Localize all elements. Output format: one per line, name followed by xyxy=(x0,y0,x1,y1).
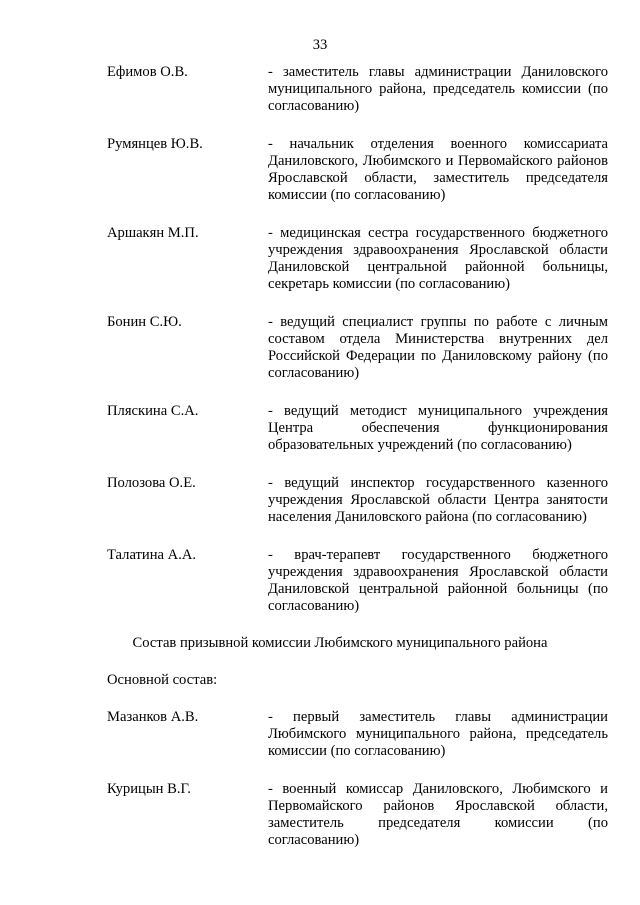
member-description: - медицинская сестра государственного бюджетного учреждения здравоохранения Ярославской области Даниловской центральной районной больницы, секретарь комиссии (по согласованию) xyxy=(268,225,608,292)
member-entry xyxy=(0,709,640,760)
member-description: - первый заместитель главы администрации Любимского муниципального района, председатель комиссии (по согласованию) xyxy=(268,709,608,759)
member-entry xyxy=(0,314,640,382)
member-name: Румянцев Ю.В. xyxy=(107,136,203,152)
member-entry xyxy=(0,64,640,115)
member-entry xyxy=(0,781,640,849)
section-subheading: Основной состав: xyxy=(107,672,218,688)
member-name: Пляскина С.А. xyxy=(107,403,199,419)
section-heading: Состав призывной комиссии Любимского муниципального района xyxy=(132,635,548,651)
member-entry xyxy=(0,136,640,204)
member-entry xyxy=(0,403,640,454)
member-description: - военный комиссар Даниловского, Любимского и Первомайского районов Ярославской области, заместитель председателя комиссии (по согласованию) xyxy=(268,781,608,848)
member-description: - заместитель главы администрации Даниловского муниципального района, председатель комиссии (по согласованию) xyxy=(268,64,608,114)
member-entry xyxy=(0,475,640,526)
member-entry xyxy=(0,225,640,293)
commission-members-list xyxy=(0,64,640,849)
member-description: - ведущий специалист группы по работе с личным составом отдела Министерства внутренних дел Российской Федерации по Даниловскому району (по согласованию) xyxy=(268,314,608,381)
member-description: - врач-терапевт государственного бюджетного учреждения здравоохранения Ярославской области Даниловской центральной районной больницы (по согласованию) xyxy=(268,547,608,614)
member-name: Ефимов О.В. xyxy=(107,64,188,80)
page-number: 33 xyxy=(312,37,328,53)
member-name: Аршакян М.П. xyxy=(107,225,199,241)
member-name: Мазанков А.В. xyxy=(107,709,199,725)
member-name: Курицын В.Г. xyxy=(107,781,191,797)
member-description: - ведущий инспектор государственного казенного учреждения Ярославской области Центра занятости населения Даниловского района (по согласованию) xyxy=(268,475,608,525)
member-entry xyxy=(0,547,640,615)
member-description: - ведущий методист муниципального учреждения Центра обеспечения функционирования образовательных учреждений (по согласованию) xyxy=(268,403,608,453)
member-name: Талатина А.А. xyxy=(107,547,197,563)
member-name: Полозова О.Е. xyxy=(107,475,196,491)
member-name: Бонин С.Ю. xyxy=(107,314,182,330)
member-description: - начальник отделения военного комиссариата Даниловского, Любимского и Первомайского районов Ярославской области, заместитель председателя комиссии (по согласованию) xyxy=(268,136,608,203)
